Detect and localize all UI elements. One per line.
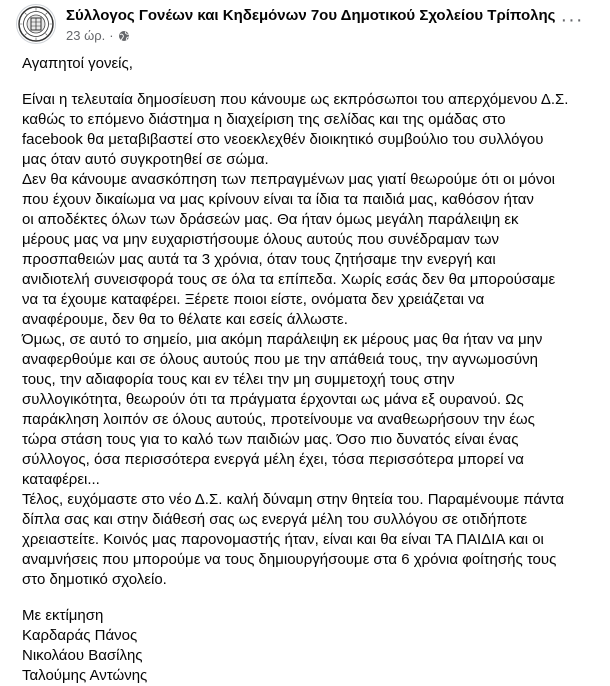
signatory-name: Ταλούμης Αντώνης [22, 667, 148, 684]
page-name-link[interactable]: Σύλλογος Γονέων και Κηδεμόνων 7ου Δημοτικού Σχολείου Τρίπολης [66, 7, 556, 24]
post-text-line: προσπαθειών μας αυτά τα 3 χρόνια, όταν τους ζητήσαμε την ενεργή και [22, 251, 496, 268]
more-options-icon: ··· [560, 8, 584, 31]
post-text-line: μέρους μας να μην ευχαριστήσουμε όλους αυτούς που συνέδραμαν των [22, 231, 499, 248]
post-text-line: στο δημοτικό σχολείο. [22, 571, 167, 588]
post-text-line: αναμνήσεις που μπορούμε να τους δημιουργήσουμε στα 6 χρόνια φοίτησής τους [22, 551, 557, 568]
post-meta [66, 28, 130, 43]
post-header [16, 4, 596, 46]
post-text-line: τους, την αδιαφορία τους και εν τέλει την μη συμμετοχή τους στην [22, 371, 455, 388]
post-text-line: που έχουν δικαίωμα να μας κρίνουν είναι τα ίδια τα παιδιά μας, καθόσον ήταν [22, 191, 534, 208]
page-avatar[interactable] [16, 4, 56, 44]
post-text-line: ανιδιοτελή συνεισφορά τους σε όλα τα επίπεδα. Χωρίς εσάς δεν θα μπορούσαμε [22, 271, 556, 288]
post-text-line: οι αποδέκτες όλων των δράσεών μας. Θα ήταν όμως μεγάλη παράλειψη εκ [22, 211, 519, 228]
post-greeting: Αγαπητοί γονείς, [22, 55, 133, 72]
post-text-line: αναφερθούμε και σε όλους αυτούς που με την απάθειά τους, την αγνωμοσύνη [22, 351, 538, 368]
signatory-name: Νικολάου Βασίλης [22, 647, 143, 664]
post-body [22, 54, 597, 686]
meta-separator: · [109, 28, 114, 43]
post-text-line: τώρα στάση τους για το καλό των παιδιών μας. Όσο πιο δυνατός είναι ένας [22, 431, 519, 448]
post-text-line: Είναι η τελευταία δημοσίευση που κάνουμε ως εκπρόσωποι του απερχόμενου Δ.Σ. [22, 91, 569, 108]
post-signoff: Με εκτίμηση [22, 607, 104, 624]
post-text-line: Όμως, σε αυτό το σημείο, μια ακόμη παράλειψη εκ μέρους μας θα ήταν να μην [22, 331, 543, 348]
post-text-line: συλλογικότητα, θεωρούν ότι τα πράγματα έρχονται ως μάνα εξ ουρανού. Ως [22, 391, 524, 408]
post-timestamp[interactable]: 23 ώρ. [66, 28, 106, 43]
signatory-list [22, 626, 597, 686]
post-text-line: χρειαστείτε. Κοινός μας παρονομαστής ήταν, είναι και θα είναι ΤΑ ΠΑΙΔΙΑ και οι [22, 531, 544, 548]
post-text-line: facebook θα μεταβιβαστεί στο νεοεκλεχθέν διοικητικό συμβούλιο του συλλόγου [22, 131, 544, 148]
post-paragraphs [22, 90, 597, 590]
post-text-line: να τα έχουμε καταφέρει. Ξέρετε ποιοι είστε, ονόματα δεν χρειάζεται να [22, 291, 485, 308]
association-seal-logo [17, 5, 55, 43]
post-text-line: παράκληση λοιπόν σε όλους αυτούς, προτείνουμε να αναθεωρήσουν την έως [22, 411, 535, 428]
post-text-line: καταφέρει... [22, 471, 100, 488]
post-text-line: Δεν θα κάνουμε ανασκόπηση των πεπραγμένων μας γιατί θεωρούμε ότι οι μόνοι [22, 171, 555, 188]
signatory-name: Καρδαράς Πάνος [22, 627, 138, 644]
post-text-line: αναφέρουμε, δεν θα το θέλατε και εσείς άλλωστε. [22, 311, 348, 328]
post-text-line: Τέλος, ευχόμαστε στο νέο Δ.Σ. καλή δύναμη στην θητεία του. Παραμένουμε πάντα [22, 491, 564, 508]
globe-icon[interactable] [118, 30, 130, 42]
post-text-line: δίπλα σας και στην διάθεσή σας ως ενεργά μέλη του συλλόγου σε οτιδήποτε [22, 511, 528, 528]
post-text-line: σύλλογος, όσα περισσότερα ενεργά μέλη έχει, τόσα περισσότερα μπορεί να [22, 451, 524, 468]
more-options-button[interactable] [558, 10, 586, 30]
post-text-line: μας όταν αυτό συγκροτηθεί σε σώμα. [22, 151, 269, 168]
post-text-line: καθώς το επόμενο διάστημα η διαχείριση της σελίδας και της ομάδας στο [22, 111, 506, 128]
